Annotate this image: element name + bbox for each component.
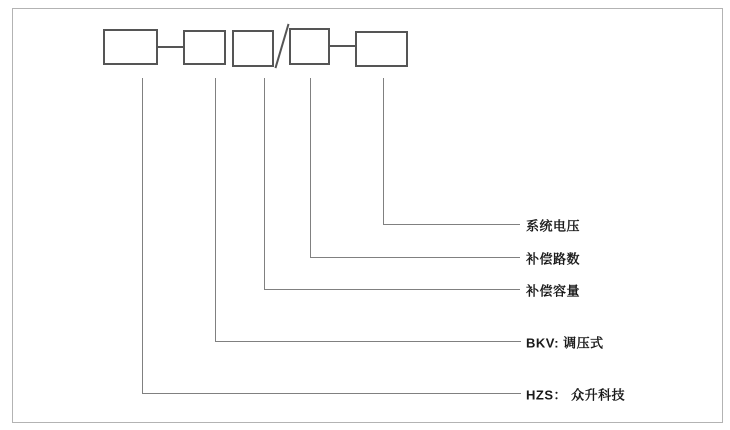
label-system-voltage: 系统电压 bbox=[526, 218, 581, 234]
leader-line-system-voltage bbox=[383, 78, 520, 225]
dash-connector-2 bbox=[330, 45, 355, 47]
dash-connector-1 bbox=[157, 46, 183, 48]
model-code-box-type bbox=[183, 30, 226, 65]
model-code-box-voltage bbox=[355, 31, 408, 67]
model-code-box-capacity bbox=[232, 30, 274, 67]
label-hzs-brand: HZS： 众升科技 bbox=[526, 387, 626, 403]
label-compensation-circuits: 补偿路数 bbox=[526, 251, 581, 267]
model-code-box-circuits bbox=[289, 28, 330, 65]
label-compensation-capacity: 补偿容量 bbox=[526, 283, 581, 299]
label-bkv-type: BKV: 调压式 bbox=[526, 335, 604, 351]
model-code-box-brand bbox=[103, 29, 158, 65]
